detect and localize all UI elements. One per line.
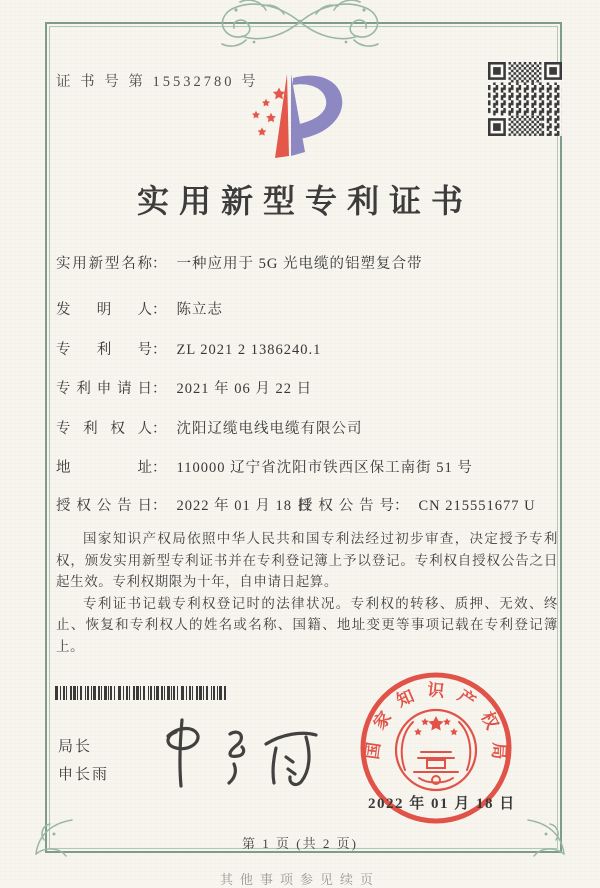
field-colon: ：: [152, 342, 167, 358]
top-flourish-ornament-icon: [150, 0, 450, 50]
officer-title: 局长: [58, 739, 93, 755]
field-patentee: [56, 417, 560, 438]
legal-paragraph-2: 专利证书记载专利权登记时的法律状况。专利权的转移、质押、无效、终止、恢复和专利权人的姓名或名称、国籍、地址变更等事项记载在专利登记簿上。: [56, 595, 558, 654]
director-signature: [150, 712, 325, 794]
field-value: ZL 2021 2 1386240.1: [176, 342, 322, 358]
field-grant-number: [298, 494, 536, 515]
field-value: 陈立志: [176, 302, 223, 318]
field-label: 实用新型名称: [56, 256, 152, 272]
field-address: [56, 456, 560, 477]
field-colon: ：: [152, 421, 167, 437]
field-grant-row: [56, 494, 560, 515]
field-label: 发明人: [56, 302, 152, 318]
field-label: 授权公告日: [56, 498, 152, 514]
field-colon: ：: [152, 498, 167, 514]
field-value: 110000 辽宁省沈阳市铁西区保工南街 51 号: [176, 460, 473, 476]
barcode: [55, 686, 227, 700]
field-value: 2022 年 01 月 18 日: [176, 498, 313, 514]
officer-name: 申长雨: [58, 767, 110, 783]
field-value: 沈阳辽缆电线电缆有限公司: [176, 421, 363, 437]
continuation-note: 其他事项参见续页: [219, 872, 380, 887]
field-value: CN 215551677 U: [418, 498, 536, 514]
field-label: 授权公告号: [298, 498, 394, 514]
field-patent-number: [56, 338, 560, 359]
field-patent-name: [56, 252, 560, 273]
seal-date: 2022 年 01 月 18 日: [368, 796, 516, 812]
field-label: 地址: [56, 460, 152, 476]
field-value: 一种应用于 5G 光电缆的铝塑复合带: [176, 256, 423, 272]
national-emblem-icon: [396, 710, 476, 790]
field-label: 专利权人: [56, 421, 152, 437]
field-colon: ：: [152, 302, 167, 318]
qr-code: [488, 62, 562, 136]
legal-text-block: [56, 528, 558, 657]
seal-arc-text: 国家知识产权局: [362, 680, 509, 772]
cnipa-logo-icon: [235, 58, 365, 170]
field-label: 专利申请日: [56, 381, 152, 397]
legal-paragraph-1: 国家知识产权局依照中华人民共和国专利法经过初步审查，决定授予专利权，颁发实用新型专利证书并在专利登记簿上予以登记。专利权自授权公告之日起生效。专利权期限为十年，自申请日起算。: [56, 531, 558, 589]
field-colon: ：: [152, 381, 167, 397]
page-number: 第 1 页 (共 2 页): [242, 836, 358, 851]
field-colon: ：: [152, 460, 167, 476]
certificate-title: 实用新型专利证书: [136, 183, 473, 219]
certificate-number: 证 书 号 第 15532780 号: [56, 74, 259, 90]
field-colon: ：: [152, 256, 167, 272]
field-label: 专利号: [56, 342, 152, 358]
field-filing-date: [56, 377, 560, 398]
field-colon: ：: [394, 498, 409, 514]
field-inventor: [56, 298, 560, 319]
field-value: 2021 年 06 月 22 日: [176, 381, 313, 397]
